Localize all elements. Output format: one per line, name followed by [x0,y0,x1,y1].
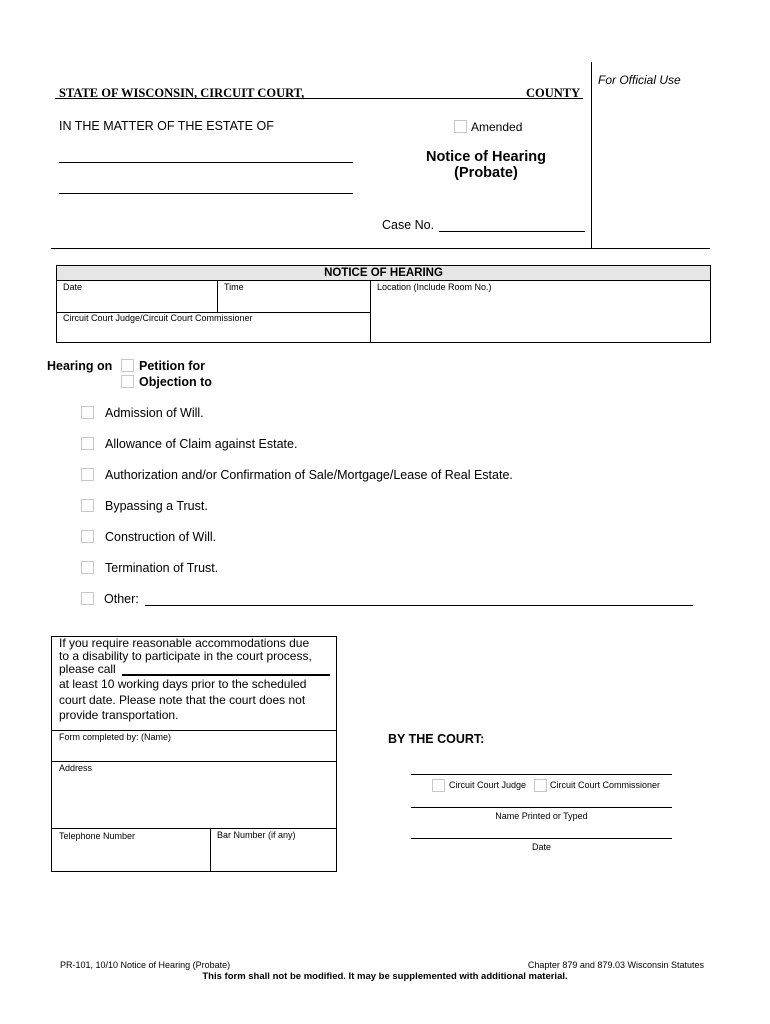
hearing-time-label: Time [224,282,244,292]
form-title-line-1: Notice of Hearing [425,149,547,165]
name-printed-label: Name Printed or Typed [495,811,588,821]
bar-number-label: Bar Number (if any) [217,830,296,840]
circuit-court-commissioner-checkbox[interactable] [534,779,547,792]
circuit-court-judge-checkbox[interactable] [432,779,445,792]
hearing-on-label: Hearing on [47,359,113,373]
hearing-judge-field[interactable] [58,325,369,341]
accommodation-line-1: If you require reasonable accommodations due [59,636,310,650]
objection-label: Objection to [139,375,212,389]
accommodation-line-4: at least 10 working days prior to the scheduled [59,677,307,691]
form-completed-by-field[interactable] [53,744,335,760]
bar-number-field[interactable] [212,843,335,870]
court-title: STATE OF WISCONSIN, CIRCUIT COURT, [59,86,305,100]
option-admission-of-will-label: Admission of Will. [105,406,204,420]
accommodation-line-5: court date. Please note that the court does not [59,692,306,707]
official-use-divider [591,62,592,249]
petition-checkbox[interactable] [121,359,134,372]
option-construction-of-will-label: Construction of Will. [105,530,217,544]
county-label: COUNTY [526,86,581,100]
court-title-rule [55,98,583,99]
accommodation-line-6: provide transportation. [59,708,179,722]
accommodation-line-3: please call [59,662,116,676]
telephone-row-divider [52,828,336,829]
accommodation-phone-line[interactable] [122,674,330,676]
hearing-location-field[interactable] [372,294,709,341]
signature-date-label: Date [531,842,551,852]
hearing-location-divider [370,281,371,342]
hearing-table-header [57,266,710,281]
official-use-label: For Official Use [598,73,681,87]
hearing-date-field[interactable] [58,294,216,311]
objection-checkbox[interactable] [121,375,134,388]
option-authorization-sale-label: Authorization and/or Confirmation of Sale/Mortgage/Lease of Real Estate. [105,468,513,482]
option-other-line[interactable] [145,605,693,606]
form-title [386,149,586,181]
address-label: Address [59,763,93,773]
case-no-line[interactable] [439,231,585,232]
signature-date-line[interactable] [411,838,672,839]
footer-statutes: Chapter 879 and 879.03 Wisconsin Statutes [527,960,704,970]
accommodation-text-2 [59,677,334,724]
option-allowance-of-claim-checkbox[interactable] [81,437,94,450]
amended-checkbox[interactable] [454,120,467,133]
hearing-date-divider [217,281,218,312]
name-row-divider [52,730,336,731]
circuit-court-commissioner-label: Circuit Court Commissioner [550,780,661,790]
form-completed-by-label: Form completed by: (Name) [59,732,172,742]
option-authorization-sale-checkbox[interactable] [81,468,94,481]
hearing-location-label: Location (Include Room No.) [377,282,492,292]
decedent-name-line-2[interactable] [59,193,353,194]
accommodation-line-2: to a disability to participate in the court process, [59,649,312,663]
hearing-table-title: NOTICE OF HEARING [324,267,443,279]
option-admission-of-will-checkbox[interactable] [81,406,94,419]
decedent-name-line-1[interactable] [59,162,353,163]
name-printed-line[interactable] [411,807,672,808]
circuit-court-judge-label: Circuit Court Judge [449,780,527,790]
option-termination-of-trust-checkbox[interactable] [81,561,94,574]
telephone-field[interactable] [53,843,209,870]
case-no-label: Case No. [382,218,435,232]
header-bottom-rule [51,248,710,249]
address-field[interactable] [53,775,335,827]
telephone-label: Telephone Number [59,831,136,841]
option-other-label: Other: [104,592,139,606]
hearing-time-field[interactable] [219,294,369,311]
footer-notice: This form shall not be modified. It may be supplemented with additional material. [202,971,568,982]
petition-label: Petition for [139,359,205,373]
option-construction-of-will-checkbox[interactable] [81,530,94,543]
signature-line[interactable] [411,774,672,775]
accommodation-text [59,637,334,676]
address-row-divider [52,761,336,762]
footer-form-id: PR-101, 10/10 Notice of Hearing (Probate) [60,960,231,970]
by-the-court-label: BY THE COURT: [388,732,485,746]
hearing-judge-label: Circuit Court Judge/Circuit Court Commissioner [63,313,253,323]
option-allowance-of-claim-label: Allowance of Claim against Estate. [105,437,298,451]
amended-label: Amended [471,120,523,134]
bar-number-divider [210,828,211,871]
option-bypassing-trust-checkbox[interactable] [81,499,94,512]
option-other-checkbox[interactable] [81,592,94,605]
estate-matter-label: IN THE MATTER OF THE ESTATE OF [59,119,274,133]
hearing-date-label: Date [63,282,83,292]
option-termination-of-trust-label: Termination of Trust. [105,561,219,575]
option-bypassing-trust-label: Bypassing a Trust. [105,499,208,513]
form-title-line-2: (Probate) [454,165,518,181]
